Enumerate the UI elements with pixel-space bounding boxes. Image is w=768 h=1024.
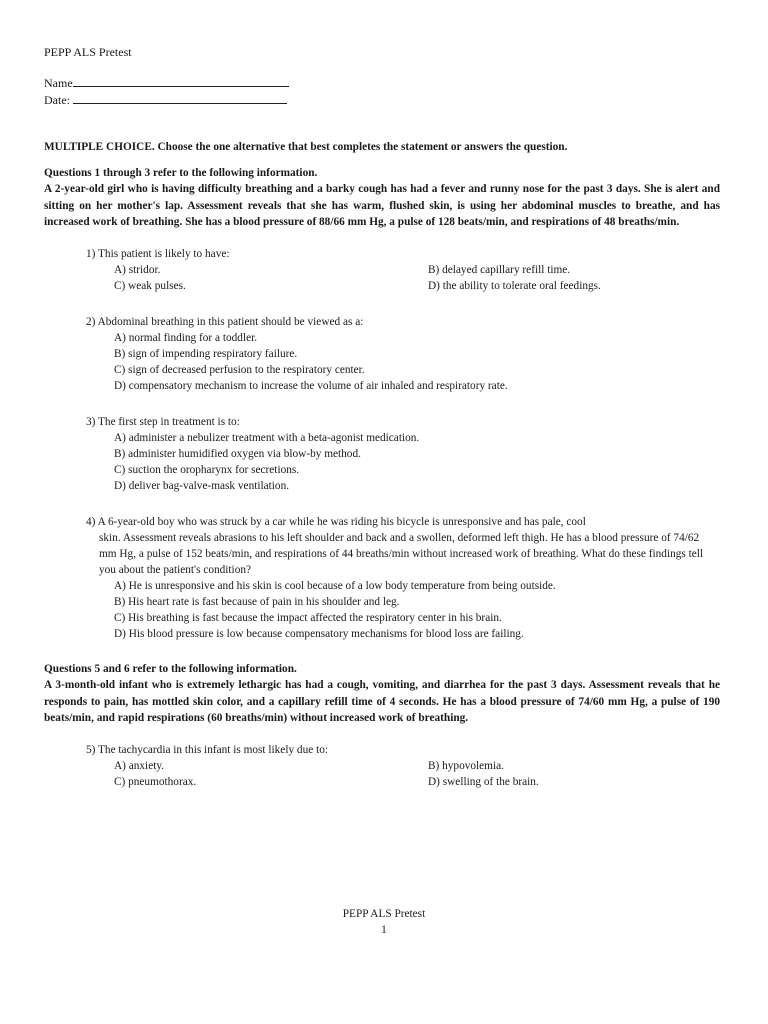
question-1-option-b: B) delayed capillary refill time. <box>428 264 571 276</box>
name-label: Name <box>44 76 73 90</box>
instructions: MULTIPLE CHOICE. Choose the one alternative that best completes the statement or answers the question. <box>44 141 568 153</box>
question-4-option-b: B) His heart rate is fast because of pain in his shoulder and leg. <box>114 596 400 608</box>
question-1-option-c: C) weak pulses. <box>114 280 186 292</box>
question-5-option-b: B) hypovolemia. <box>428 760 504 772</box>
question-2-option-c: C) sign of decreased perfusion to the respiratory center. <box>114 364 365 376</box>
scenario-2-header: Questions 5 and 6 refer to the following information. <box>44 663 297 675</box>
question-4-option-c: C) His breathing is fast because the impact affected the respiratory center in his brain. <box>114 612 502 624</box>
name-blank-line <box>73 74 289 87</box>
question-1-stem: 1) This patient is likely to have: <box>86 248 230 260</box>
question-4-stem-first-line: 4) A 6-year-old boy who was struck by a car while he was riding his bicycle is unresponsive and has pale, cool <box>86 516 586 528</box>
question-4-stem-rest: skin. Assessment reveals abrasions to his left shoulder and back and a swollen, deformed left thigh. He has a blood pressure of 74/62 mm Hg, a pulse of 152 beats/min, and respirations of 44 breaths/min without increased work of breathing. What do these findings tell you about the patient's condition? <box>99 532 704 576</box>
name-field <box>44 74 289 91</box>
question-4-option-a: A) He is unresponsive and his skin is cool because of a low body temperature from being outside. <box>114 580 556 592</box>
question-3-option-a: A) administer a nebulizer treatment with a beta-agonist medication. <box>114 432 420 444</box>
date-field <box>44 91 287 108</box>
date-label: Date: <box>44 93 73 107</box>
scenario-1-text: A 2-year-old girl who is having difficulty breathing and a barky cough has had a fever and runny nose for the past 3 days. She is alert and sitting on her mother's lap. Assessment reveals that she has warm, flushed skin, is using her abdominal muscles to breathe, and has increased work of breathing. She has a blood pressure of 88/66 mm Hg, a pulse of 128 beats/min, and respirations of 48 breaths/min. <box>44 183 720 229</box>
question-2-option-a: A) normal finding for a toddler. <box>114 332 258 344</box>
question-4-stem <box>86 514 706 578</box>
question-3-stem: 3) The first step in treatment is to: <box>86 416 240 428</box>
question-5-option-d: D) swelling of the brain. <box>428 776 539 788</box>
question-2-stem: 2) Abdominal breathing in this patient should be viewed as a: <box>86 316 364 328</box>
question-5-option-c: C) pneumothorax. <box>114 776 197 788</box>
scenario-1-header: Questions 1 through 3 refer to the following information. <box>44 167 318 179</box>
document-title: PEPP ALS Pretest <box>44 45 132 59</box>
footer-title: PEPP ALS Pretest <box>342 908 426 920</box>
scenario-2 <box>44 661 720 727</box>
question-1-option-d: D) the ability to tolerate oral feedings. <box>428 280 601 292</box>
question-1-option-a: A) stridor. <box>114 264 161 276</box>
scenario-1 <box>44 165 720 231</box>
question-2-option-b: B) sign of impending respiratory failure. <box>114 348 298 360</box>
question-3-option-d: D) deliver bag-valve-mask ventilation. <box>114 480 290 492</box>
date-blank-line <box>73 91 287 104</box>
question-3-option-b: B) administer humidified oxygen via blow-by method. <box>114 448 361 460</box>
scenario-2-text: A 3-month-old infant who is extremely lethargic has had a cough, vomiting, and diarrhea for the past 3 days. Assessment reveals that he responds to pain, has mottled skin color, and a capillary refill time of 4 seconds. He has a blood pressure of 74/60 mm Hg, a pulse of 190 beats/min, and rapid respirations (60 breaths/min) without increased work of breathing. <box>44 679 720 725</box>
question-3-option-c: C) suction the oropharynx for secretions. <box>114 464 300 476</box>
question-4-option-d: D) His blood pressure is low because compensatory mechanisms for blood loss are failing. <box>114 628 524 640</box>
page-number: 1 <box>381 924 387 936</box>
question-2-option-d: D) compensatory mechanism to increase the volume of air inhaled and respiratory rate. <box>114 380 508 392</box>
question-5-option-a: A) anxiety. <box>114 760 165 772</box>
question-5-stem: 5) The tachycardia in this infant is most likely due to: <box>86 744 328 756</box>
